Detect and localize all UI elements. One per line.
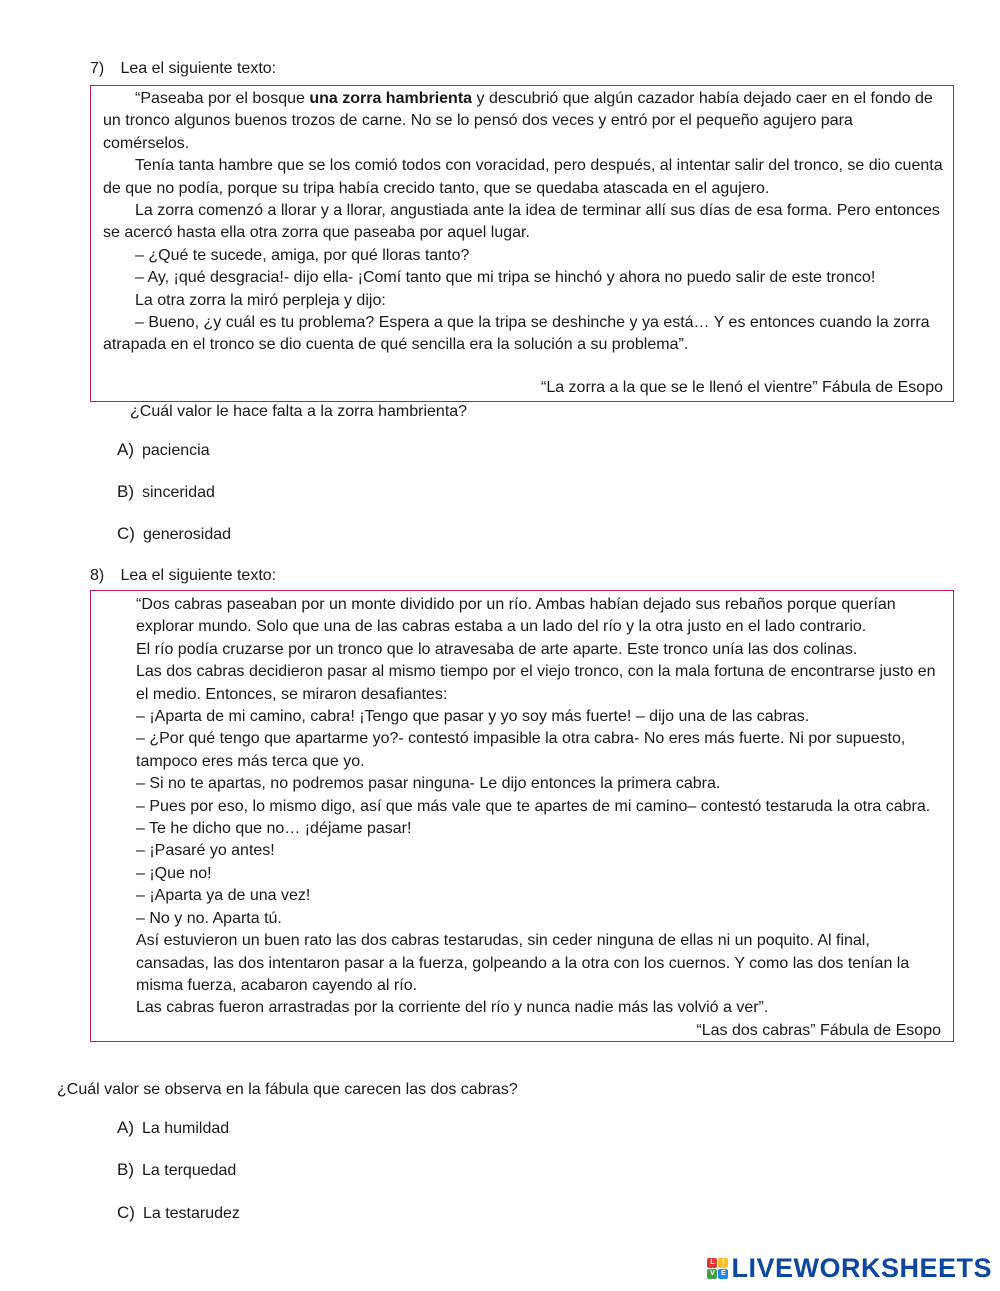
q7-option-a[interactable]: [117, 440, 210, 460]
q7-option-b-text[interactable]: sinceridad: [142, 484, 215, 501]
q7-option-c[interactable]: [117, 524, 231, 544]
q7-paragraph-2: Tenía tanta hambre que se los comió todos con voracidad, pero después, al intentar salir del tronco, se dio cuenta de que no podía, porque su tripa había crecido tanto, que se quedaba atascada en el agujero.: [103, 157, 943, 197]
q8-option-a-text[interactable]: La humildad: [142, 1120, 230, 1137]
q7-paragraph-3: La zorra comenzó a llorar y a llorar, angustiada ante la idea de terminar allí sus días de esa forma. Pero entonces se acercó hasta ella otra zorra que paseaba por aquel lugar.: [103, 202, 940, 242]
q8-line: – ¿Por qué tengo que apartarme yo?- contestó impasible la otra cabra- No eres más fuerte. Ni por supuesto, tampoco eres más terca que yo.: [136, 730, 906, 770]
q8-option-a-letter: A): [117, 1118, 134, 1137]
q8-line: Las cabras fueron arrastradas por la corriente del río y nunca nadie más las volvió a ver”.: [136, 999, 769, 1017]
q8-option-c[interactable]: [117, 1203, 240, 1223]
q7-option-a-text[interactable]: paciencia: [142, 442, 210, 459]
q8-line: “Dos cabras paseaban por un monte dividido por un río. Ambas habían dejado sus rebaños porque querían explorar mundo. Solo que una de las cabras estaba a un lado del río y la otra justo en el lado contrario.: [136, 596, 896, 636]
q8-line: Así estuvieron un buen rato las dos cabras testarudas, sin ceder ninguna de ellas ni un poquito. Al final, cansadas, las dos intentaron pasar a la fuerza, golpeando a la otra con los cuernos. Y como las dos tenían la misma fuerza, acabaron cayendo al río.: [136, 932, 910, 994]
question-8-number: 8): [90, 567, 105, 584]
q8-line: Las dos cabras decidieron pasar al mismo tiempo por el viejo tronco, con la mala fortuna de encontrarse justo en el medio. Entonces, se miraron desafiantes:: [136, 663, 936, 703]
question-7-instruction: Lea el siguiente texto:: [120, 60, 277, 77]
q8-option-a[interactable]: [117, 1118, 229, 1138]
q8-line: – ¡Que no!: [136, 864, 212, 882]
q7-option-c-letter: C): [117, 524, 135, 543]
q8-option-b[interactable]: [117, 1160, 236, 1180]
q8-option-c-letter: C): [117, 1203, 135, 1222]
q7-source: “La zorra a la que se le llenó el vientre” Fábula de Esopo: [540, 378, 943, 396]
q8-line: – Te he dicho que no… ¡déjame pasar!: [136, 820, 412, 838]
q8-line: – ¡Pasaré yo antes!: [136, 842, 275, 860]
q8-line: El río podía cruzarse por un tronco que lo atravesaba de arte aparte. Este tronco unía las dos colinas.: [136, 640, 858, 658]
question-7-number: 7): [90, 60, 105, 77]
question-7-text-box: [90, 85, 954, 402]
question-8-header: [90, 567, 276, 585]
q8-option-b-text[interactable]: La terquedad: [142, 1162, 237, 1179]
q7-option-b-letter: B): [117, 482, 134, 501]
question-8-text-box: [90, 590, 954, 1042]
question-8-prompt: ¿Cuál valor se observa en la fábula que carecen las dos cabras?: [57, 1081, 518, 1098]
q8-line: – No y no. Aparta tú.: [136, 909, 282, 927]
q7-paragraph-6: La otra zorra la miró perpleja y dijo:: [135, 291, 386, 309]
q7-paragraph-5: – Ay, ¡qué desgracia!- dijo ella- ¡Comí tanto que mi tripa se hinchó y ahora no puedo salir de este tronco!: [135, 269, 876, 287]
q7-paragraph-4: – ¿Qué te sucede, amiga, por qué lloras tanto?: [135, 246, 470, 264]
question-8-instruction: Lea el siguiente texto:: [120, 567, 277, 584]
q8-line: – Pues por eso, lo mismo digo, así que más vale que te apartes de mi camino– contestó testaruda la otra cabra.: [136, 797, 931, 815]
q7-option-c-text[interactable]: generosidad: [142, 526, 232, 543]
q7-bold-phrase: una zorra hambrienta: [309, 90, 473, 107]
q7-paragraph-7: – Bueno, ¿y cuál es tu problema? Espera a que la tripa se deshinche y ya está… Y es entonces cuando la zorra atrapada en el tronco se dio cuenta de qué sencilla era la solución a su problema”.: [103, 314, 930, 354]
q8-line: – Si no te apartas, no podremos pasar ninguna- Le dijo entonces la primera cabra.: [136, 775, 721, 793]
q8-source: “Las dos cabras” Fábula de Esopo: [696, 1021, 941, 1039]
question-7-prompt: ¿Cuál valor le hace falta a la zorra hambrienta?: [130, 403, 468, 420]
q7-option-b[interactable]: [117, 482, 215, 502]
q7-paragraph-1: “Paseaba por el bosque una zorra hambrienta y descubrió que algún cazador había dejado caer en el fondo de un tronco algunos buenos trozos de carne. No se lo pensó dos veces y entró por el pequeño agujero para comérselos.: [103, 90, 933, 152]
q8-line: – ¡Aparta de mi camino, cabra! ¡Tengo que pasar y yo soy más fuerte! – dijo una de las cabras.: [136, 708, 810, 726]
logo-badge-icon: L I V E: [707, 1258, 728, 1279]
q8-option-c-text[interactable]: La testarudez: [142, 1205, 240, 1222]
liveworksheets-logo: [707, 1254, 992, 1283]
logo-text: LIVEWORKSHEETS: [731, 1253, 992, 1283]
question-7-header: [90, 60, 276, 78]
q8-line: – ¡Aparta ya de una vez!: [136, 887, 311, 905]
q8-option-b-letter: B): [117, 1160, 134, 1179]
q7-option-a-letter: A): [117, 440, 134, 459]
